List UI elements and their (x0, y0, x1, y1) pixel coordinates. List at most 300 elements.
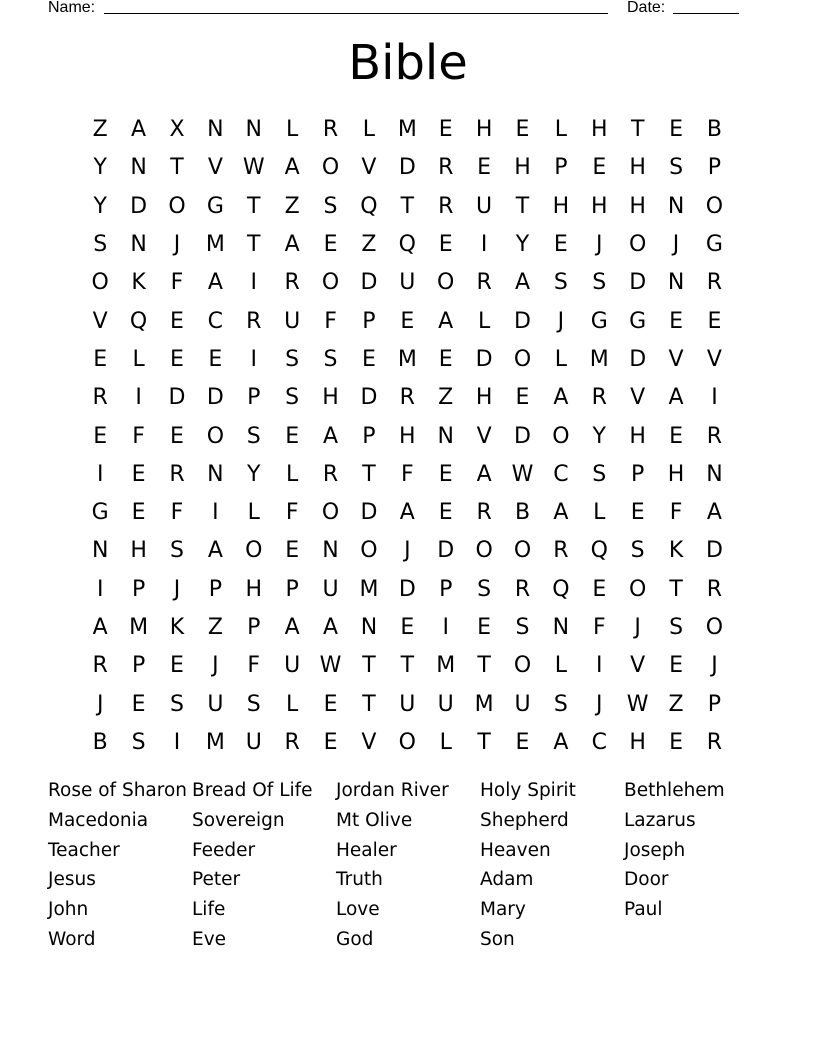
grid-letter: H (514, 155, 531, 181)
grid-letter: Q (552, 576, 570, 602)
word-bank-item: Bethlehem (624, 780, 725, 801)
grid-letter: A (553, 729, 569, 755)
grid-letter: Q (360, 193, 378, 219)
grid-row (81, 188, 734, 226)
grid-letter: T (362, 461, 376, 487)
grid-letter: X (169, 117, 185, 143)
grid-letter: H (322, 385, 339, 411)
grid-letter: G (206, 193, 224, 219)
grid-letter: O (321, 500, 340, 526)
grid-row (81, 417, 734, 455)
grid-letter: P (707, 691, 722, 717)
grid-row (81, 571, 734, 609)
grid-letter: P (439, 576, 453, 602)
grid-letter: U (207, 691, 224, 717)
grid-letter: D (398, 576, 416, 602)
grid-row (81, 532, 734, 570)
grid-letter: R (169, 461, 185, 487)
grid-letter: U (399, 691, 416, 717)
grid-letter: S (669, 155, 684, 181)
grid-letter: H (130, 538, 147, 564)
grid-letter: P (247, 615, 261, 640)
word-bank-item: Peter (192, 869, 241, 891)
grid-letter: E (400, 308, 415, 334)
grid-letter: N (245, 117, 262, 143)
grid-letter: K (169, 615, 185, 640)
grid-letter: L (286, 691, 299, 717)
word-bank-item: Feeder (192, 839, 256, 861)
grid-letter: J (557, 308, 565, 334)
grid-letter: W (319, 653, 342, 679)
grid-letter: H (591, 117, 608, 143)
grid-letter: R (284, 270, 300, 296)
grid-letter: N (91, 538, 109, 564)
grid-letter: S (630, 538, 645, 564)
grid-letter: N (706, 461, 723, 487)
grid-letter: L (593, 500, 606, 526)
name-blank-line (104, 0, 608, 14)
grid-letter: H (667, 461, 685, 487)
grid-letter: A (284, 615, 300, 640)
grid-letter: E (131, 500, 146, 526)
grid-letter: R (706, 576, 723, 602)
grid-letter: O (705, 193, 724, 219)
grid-letter: E (323, 729, 338, 755)
grid-letter: D (398, 155, 416, 181)
grid-letter: K (131, 270, 146, 296)
grid-letter: R (591, 385, 607, 411)
grid-letter: Z (92, 117, 108, 143)
grid-letter: B (706, 117, 722, 143)
grid-letter: V (361, 729, 377, 755)
grid-letter: O (321, 270, 340, 296)
date-blank-line (673, 0, 739, 14)
word-bank-item: Truth (336, 869, 383, 891)
grid-letter: R (284, 729, 300, 755)
grid-letter: F (669, 500, 683, 526)
grid-letter: O (552, 423, 570, 449)
grid-letter: T (477, 653, 491, 679)
grid-letter: E (323, 691, 338, 717)
grid-letter: N (130, 155, 147, 181)
grid-letter: A (284, 232, 300, 258)
grid-letter: H (629, 155, 646, 181)
grid-letter: Z (207, 615, 223, 640)
grid-letter: E (515, 385, 530, 411)
grid-letter: R (706, 423, 723, 449)
grid-letter: S (515, 615, 530, 640)
grid-letter: M (129, 615, 149, 640)
grid-letter: Y (93, 193, 107, 219)
word-bank-item: Jordan River (336, 780, 449, 801)
grid-letter: G (705, 232, 723, 258)
grid-letter: T (247, 193, 261, 219)
grid-letter: Y (247, 461, 261, 487)
grid-letter: F (324, 308, 337, 334)
grid-letter: A (553, 500, 569, 526)
grid-row (81, 685, 734, 723)
grid-letter: F (132, 423, 145, 449)
grid-letter: Q (129, 308, 148, 334)
grid-row (81, 226, 734, 264)
date-label: Date: (627, 0, 666, 16)
grid-letter: J (672, 232, 680, 258)
grid-letter: Z (668, 691, 684, 717)
grid-letter: L (439, 729, 452, 755)
grid-letter: W (626, 691, 649, 717)
grid-letter: O (398, 729, 416, 755)
grid-letter: B (92, 729, 108, 755)
grid-letter: M (205, 232, 225, 258)
grid-letter: E (438, 117, 453, 143)
grid-letter: N (437, 423, 454, 449)
word-bank-item: Shepherd (480, 809, 569, 831)
word-bank-item: Teacher (48, 839, 120, 861)
grid-letter: R (92, 385, 108, 411)
grid-letter: E (170, 653, 184, 679)
grid-letter: A (399, 500, 415, 526)
grid-letter: H (399, 423, 416, 449)
grid-letter: I (96, 461, 104, 487)
grid-letter: J (711, 653, 718, 679)
grid-letter: E (285, 538, 300, 564)
grid-letter: A (668, 385, 684, 411)
grid-letter: F (247, 653, 261, 679)
grid-letter: E (515, 729, 530, 755)
grid-letter: V (668, 346, 684, 372)
grid-letter: O (245, 538, 263, 564)
grid-letter: O (629, 232, 647, 258)
grid-letter: I (135, 385, 142, 411)
grid-letter: O (513, 346, 532, 372)
grid-letter: R (322, 117, 339, 143)
grid-letter: V (630, 653, 646, 679)
grid-letter: V (361, 155, 377, 181)
grid-letter: L (477, 308, 491, 334)
grid-letter: S (246, 691, 261, 717)
grid-letter: S (553, 270, 568, 296)
word-bank-item: God (336, 928, 374, 950)
word-bank-item: Healer (336, 839, 397, 861)
grid-letter: E (707, 308, 722, 334)
grid-letter: J (212, 653, 219, 679)
grid-letter: H (629, 193, 646, 219)
grid-letter: I (442, 615, 449, 640)
grid-letter: A (476, 461, 492, 487)
grid-row (81, 302, 734, 340)
grid-letter: L (132, 346, 145, 372)
grid-letter: M (397, 346, 417, 372)
grid-letter: V (92, 308, 108, 334)
grid-letter: T (400, 193, 415, 219)
grid-letter: R (399, 385, 415, 411)
grid-letter: U (476, 193, 493, 219)
grid-letter: N (207, 117, 224, 143)
grid-letter: D (437, 538, 455, 564)
grid-letter: U (245, 729, 262, 755)
grid-letter: P (362, 423, 376, 449)
grid-letter: E (477, 155, 492, 181)
grid-letter: H (552, 193, 570, 219)
grid-letter: D (360, 270, 378, 296)
grid-letter: T (515, 193, 530, 219)
grid-letter: S (93, 232, 108, 258)
grid-letter: D (475, 346, 493, 372)
grid-letter: T (362, 691, 376, 717)
grid-letter: I (173, 729, 181, 755)
grid-row (81, 264, 734, 302)
grid-letter: J (173, 576, 181, 602)
grid-letter: M (474, 691, 494, 717)
grid-letter: A (706, 500, 722, 526)
grid-letter: H (629, 423, 646, 449)
word-bank-item: Lazarus (624, 809, 696, 831)
grid-letter: G (629, 308, 647, 334)
grid-letter: P (208, 576, 222, 602)
grid-letter: M (436, 653, 456, 679)
grid-letter: S (477, 576, 492, 602)
grid-letter: P (631, 461, 645, 487)
grid-letter: R (246, 308, 262, 334)
grid-letter: O (91, 270, 109, 296)
grid-letter: N (360, 615, 378, 640)
grid-letter: N (130, 232, 147, 258)
grid-letter: E (170, 423, 184, 449)
grid-letter: S (169, 538, 184, 564)
grid-letter: D (360, 500, 378, 526)
grid-letter: W (511, 461, 534, 487)
grid-letter: L (554, 653, 568, 679)
grid-letter: P (362, 308, 376, 334)
grid-letter: I (212, 500, 219, 526)
word-bank-item: Rose of Sharon (48, 780, 188, 801)
grid-letter: P (131, 653, 146, 679)
word-bank-item: Joseph (624, 839, 686, 861)
grid-letter: H (245, 576, 263, 602)
name-label: Name: (48, 0, 96, 16)
grid-letter: R (438, 193, 454, 219)
grid-letter: J (634, 615, 641, 640)
word-bank-item: Life (192, 899, 226, 921)
grid-letter: D (130, 193, 148, 219)
grid-letter: Z (361, 232, 377, 258)
word-bank-item: Macedonia (48, 809, 149, 831)
grid-letter: R (514, 576, 531, 602)
grid-letter: O (513, 653, 532, 679)
grid-letter: A (323, 423, 339, 449)
grid-letter: R (476, 270, 492, 296)
grid-letter: E (93, 423, 108, 449)
grid-letter: P (131, 576, 146, 602)
grid-letter: D (629, 346, 647, 372)
grid-letter: I (711, 385, 718, 411)
grid-letter: A (207, 270, 223, 296)
grid-letter: Y (93, 155, 107, 181)
grid-letter: N (667, 270, 685, 296)
grid-letter: H (629, 729, 646, 755)
grid-letter: N (322, 538, 339, 564)
grid-letter: M (205, 729, 225, 755)
grid-letter: E (400, 615, 415, 640)
letter-grid (81, 111, 734, 762)
grid-letter: I (250, 270, 257, 296)
grid-letter: D (514, 423, 531, 449)
grid-letter: A (131, 117, 147, 143)
grid-letter: C (591, 729, 607, 755)
grid-letter: S (323, 346, 338, 372)
grid-letter: V (207, 155, 223, 181)
page-title: Bible (348, 35, 468, 91)
grid-letter: E (592, 155, 607, 181)
word-bank-item: Adam (480, 869, 534, 891)
grid-row (81, 456, 734, 494)
word-bank-item: Sovereign (192, 809, 285, 831)
grid-letter: E (669, 653, 683, 679)
word-bank-item: Door (624, 869, 669, 891)
grid-letter: W (242, 155, 265, 181)
grid-letter: A (438, 308, 454, 334)
word-bank-item: Son (480, 928, 515, 950)
grid-letter: M (589, 346, 609, 372)
grid-letter: Q (398, 232, 416, 258)
grid-letter: F (170, 500, 184, 526)
grid-letter: T (630, 117, 645, 143)
grid-letter: V (630, 385, 646, 411)
grid-letter: T (362, 653, 376, 679)
grid-letter: E (361, 346, 376, 372)
grid-letter: D (360, 385, 378, 411)
grid-letter: S (553, 691, 568, 717)
word-bank (48, 776, 768, 955)
grid-letter: U (322, 576, 339, 602)
grid-letter: R (706, 270, 723, 296)
grid-letter: A (514, 270, 531, 296)
grid-letter: E (669, 423, 683, 449)
grid-letter: S (246, 423, 261, 449)
grid-letter: R (706, 729, 723, 755)
grid-letter: E (438, 500, 453, 526)
grid-row (81, 149, 734, 187)
grid-letter: F (285, 500, 299, 526)
grid-letter: A (92, 615, 108, 640)
grid-letter: L (554, 346, 568, 372)
grid-letter: G (91, 500, 109, 526)
grid-letter: S (285, 385, 300, 411)
grid-letter: Y (592, 423, 606, 449)
grid-letter: A (207, 538, 223, 564)
grid-letter: U (399, 270, 416, 296)
grid-letter: J (96, 691, 104, 717)
grid-letter: S (131, 729, 146, 755)
grid-letter: E (208, 346, 223, 372)
grid-letter: O (629, 576, 647, 602)
grid-letter: E (170, 308, 184, 334)
grid-letter: D (168, 385, 186, 411)
grid-letter: L (247, 500, 260, 526)
grid-letter: S (592, 270, 607, 296)
grid-row (81, 494, 734, 532)
grid-row (81, 111, 734, 149)
grid-letter: U (437, 691, 454, 717)
grid-letter: M (359, 576, 379, 602)
grid-letter: U (284, 308, 301, 334)
grid-letter: T (247, 232, 261, 258)
grid-letter: E (323, 232, 338, 258)
grid-letter: E (669, 729, 683, 755)
grid-letter: Y (515, 232, 530, 258)
grid-letter: J (173, 232, 181, 258)
word-bank-item: Holy Spirit (480, 780, 576, 801)
grid-letter: L (554, 117, 568, 143)
grid-letter: P (285, 576, 299, 602)
grid-row (81, 341, 734, 379)
grid-letter: A (323, 615, 339, 640)
grid-letter: P (707, 155, 722, 181)
grid-letter: H (475, 117, 493, 143)
grid-letter: Z (284, 193, 300, 219)
grid-letter: E (438, 232, 453, 258)
grid-letter: E (438, 461, 453, 487)
grid-letter: O (321, 155, 340, 181)
grid-letter: O (437, 270, 455, 296)
grid-letter: S (169, 691, 184, 717)
grid-row (81, 609, 734, 647)
grid-letter: O (705, 615, 724, 640)
word-bank-item: Paul (624, 899, 663, 921)
word-bank-item: Word (48, 928, 96, 950)
grid-letter: U (514, 691, 531, 717)
grid-letter: D (705, 538, 723, 564)
grid-letter: G (590, 308, 608, 334)
grid-letter: F (592, 615, 606, 640)
grid-letter: E (515, 117, 530, 143)
grid-letter: J (596, 691, 603, 717)
grid-letter: V (706, 346, 722, 372)
grid-letter: C (553, 461, 569, 487)
grid-letter: R (476, 500, 492, 526)
grid-letter: I (96, 576, 104, 602)
grid-letter: L (286, 117, 299, 143)
grid-letter: T (400, 653, 415, 679)
word-bank-item: John (48, 899, 89, 921)
grid-letter: E (669, 308, 683, 334)
grid-letter: R (322, 461, 339, 487)
grid-letter: E (592, 576, 607, 602)
grid-letter: O (168, 193, 186, 219)
grid-letter: O (360, 538, 378, 564)
grid-letter: S (285, 346, 300, 372)
grid-letter: N (207, 461, 224, 487)
grid-letter: C (207, 308, 224, 334)
word-bank-item: Mt Olive (336, 809, 413, 831)
word-bank-item: Bread Of Life (192, 780, 313, 801)
grid-letter: Q (590, 538, 608, 564)
word-bank-item: Heaven (480, 839, 551, 861)
grid-letter: N (552, 615, 570, 640)
grid-letter: R (553, 538, 569, 564)
grid-letter: U (284, 653, 301, 679)
grid-letter: H (591, 193, 608, 219)
grid-letter: T (170, 155, 184, 181)
grid-letter: E (553, 232, 568, 258)
grid-letter: P (247, 385, 261, 411)
grid-letter: O (206, 423, 225, 449)
grid-letter: E (285, 423, 300, 449)
grid-row (81, 647, 734, 685)
grid-letter: I (250, 346, 257, 372)
grid-letter: N (667, 193, 685, 219)
grid-letter: T (669, 576, 683, 602)
